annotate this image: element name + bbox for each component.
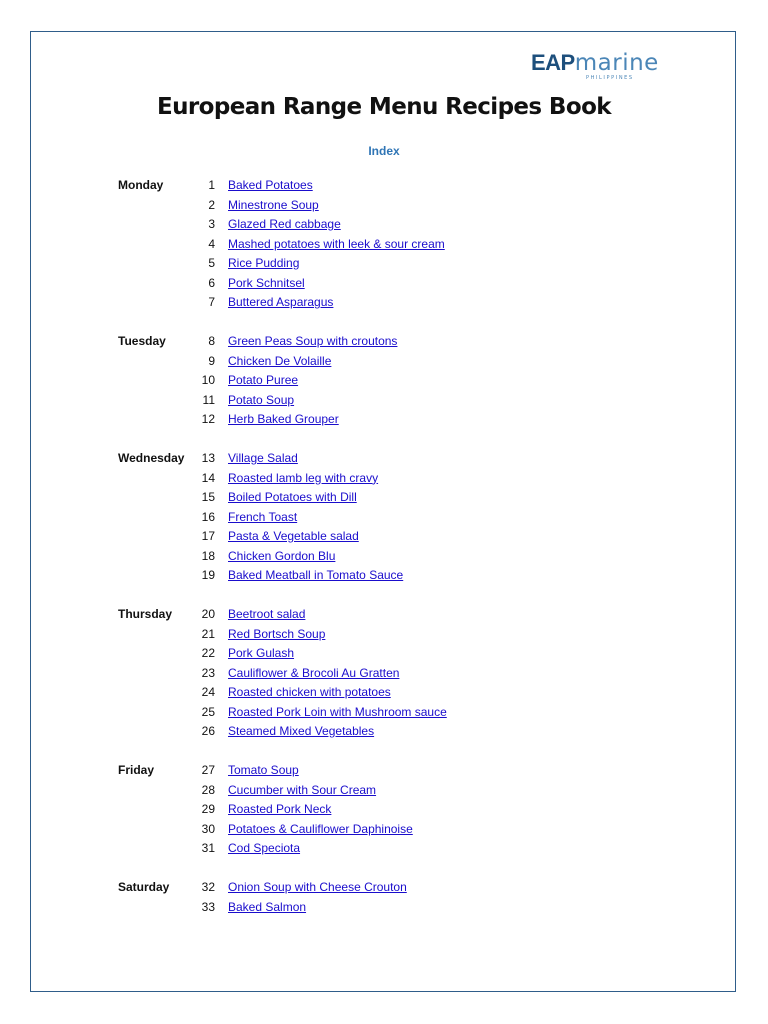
recipe-link[interactable]: Tomato Soup — [228, 763, 299, 777]
recipe-link[interactable]: Roasted chicken with potatoes — [228, 685, 391, 699]
recipe-link[interactable]: Glazed Red cabbage — [228, 217, 341, 231]
logo-brand-bold: EAP — [531, 50, 575, 75]
recipe-link[interactable]: Cauliflower & Brocoli Au Gratten — [228, 665, 400, 680]
recipe-link[interactable]: Red Bortsch Soup — [228, 626, 326, 641]
eap-marine-logo — [531, 50, 659, 82]
recipe-number: 8 — [208, 334, 215, 348]
recipe-link[interactable]: Cod Speciota — [228, 841, 301, 855]
recipe-link[interactable]: Roasted Pork Loin with Mushroom sauce — [228, 704, 447, 719]
recipe-link[interactable]: Mashed potatoes with leek & sour cream — [228, 236, 445, 251]
recipe-number: 27 — [201, 763, 215, 777]
recipe-number: 24 — [201, 685, 215, 699]
recipe-link[interactable]: Baked Salmon — [228, 899, 307, 914]
recipe-link[interactable]: Beetroot salad — [228, 607, 306, 621]
recipe-number: 18 — [201, 548, 215, 563]
recipe-link[interactable]: Pork Schnitsel — [228, 275, 305, 290]
recipe-number: 2 — [208, 197, 215, 212]
recipe-number: 1 — [208, 178, 215, 192]
recipe-number: 20 — [201, 607, 215, 621]
recipe-number: 33 — [201, 899, 215, 914]
recipe-link[interactable]: Potato Puree — [228, 373, 299, 387]
recipe-link[interactable]: Onion Soup with Cheese Crouton — [228, 880, 407, 894]
recipe-number: 30 — [201, 821, 215, 836]
day-label-friday: Friday — [118, 763, 155, 777]
recipe-number: 4 — [208, 236, 215, 251]
recipe-number: 21 — [201, 626, 215, 641]
logo-brand-light: marine — [574, 50, 659, 76]
recipe-link[interactable]: Roasted lamb leg with cravy — [228, 470, 379, 485]
recipe-link[interactable]: Roasted Pork Neck — [228, 802, 332, 816]
day-label-tuesday: Tuesday — [118, 334, 166, 348]
recipe-number: 25 — [201, 704, 215, 719]
recipe-link[interactable]: Buttered Asparagus — [228, 295, 334, 309]
recipe-number: 31 — [201, 841, 215, 855]
day-label-wednesday: Wednesday — [118, 451, 185, 465]
recipe-link[interactable]: Potatoes & Cauliflower Daphinoise — [228, 821, 413, 836]
recipe-link[interactable]: Herb Baked Grouper — [228, 412, 339, 426]
recipe-number: 11 — [202, 392, 215, 407]
recipe-number: 10 — [201, 373, 215, 387]
recipe-link[interactable]: Baked Potatoes — [228, 178, 313, 192]
recipe-link[interactable]: Pasta & Vegetable salad — [228, 529, 359, 543]
recipe-link[interactable]: Village Salad — [228, 451, 298, 465]
recipe-number: 12 — [201, 412, 215, 426]
recipe-link[interactable]: Pork Gulash — [228, 646, 295, 660]
day-label-thursday: Thursday — [118, 607, 173, 621]
recipe-number: 5 — [208, 256, 215, 270]
recipe-number: 3 — [208, 217, 215, 231]
recipe-number: 32 — [201, 880, 215, 894]
recipe-number: 17 — [201, 529, 215, 543]
recipe-number: 6 — [208, 275, 215, 290]
logo-tagline: PHILIPPINES — [586, 75, 634, 81]
recipe-number: 29 — [201, 802, 215, 816]
recipe-link[interactable]: Cucumber with Sour Cream — [228, 782, 377, 797]
recipe-link[interactable]: Chicken Gordon Blu — [228, 548, 336, 563]
recipe-number: 28 — [201, 782, 215, 797]
recipe-number: 26 — [201, 724, 215, 738]
recipe-link[interactable]: Steamed Mixed Vegetables — [228, 724, 375, 738]
recipe-link[interactable]: Boiled Potatoes with Dill — [228, 490, 357, 504]
recipe-link[interactable]: French Toast — [228, 509, 298, 524]
day-label-saturday: Saturday — [118, 880, 170, 894]
recipe-number: 23 — [201, 665, 215, 680]
recipe-link[interactable]: Baked Meatball in Tomato Sauce — [228, 568, 404, 582]
recipe-link[interactable]: Potato Soup — [228, 392, 295, 407]
recipe-link[interactable]: Chicken De Volaille — [228, 353, 332, 368]
recipe-number: 19 — [201, 568, 215, 582]
index-heading: Index — [368, 144, 400, 158]
recipe-number: 16 — [201, 509, 215, 524]
recipe-number: 9 — [208, 353, 215, 368]
recipe-number: 7 — [208, 295, 215, 309]
recipe-number: 13 — [201, 451, 215, 465]
page-title: European Range Menu Recipes Book — [157, 94, 611, 120]
page-border — [30, 31, 736, 992]
recipe-link[interactable]: Green Peas Soup with croutons — [228, 334, 398, 348]
recipe-number: 22 — [201, 646, 215, 660]
recipe-number: 14 — [201, 470, 215, 485]
day-label-monday: Monday — [118, 178, 164, 192]
recipe-link[interactable]: Minestrone Soup — [228, 197, 319, 212]
recipe-link[interactable]: Rice Pudding — [228, 256, 300, 270]
recipe-number: 15 — [201, 490, 215, 504]
